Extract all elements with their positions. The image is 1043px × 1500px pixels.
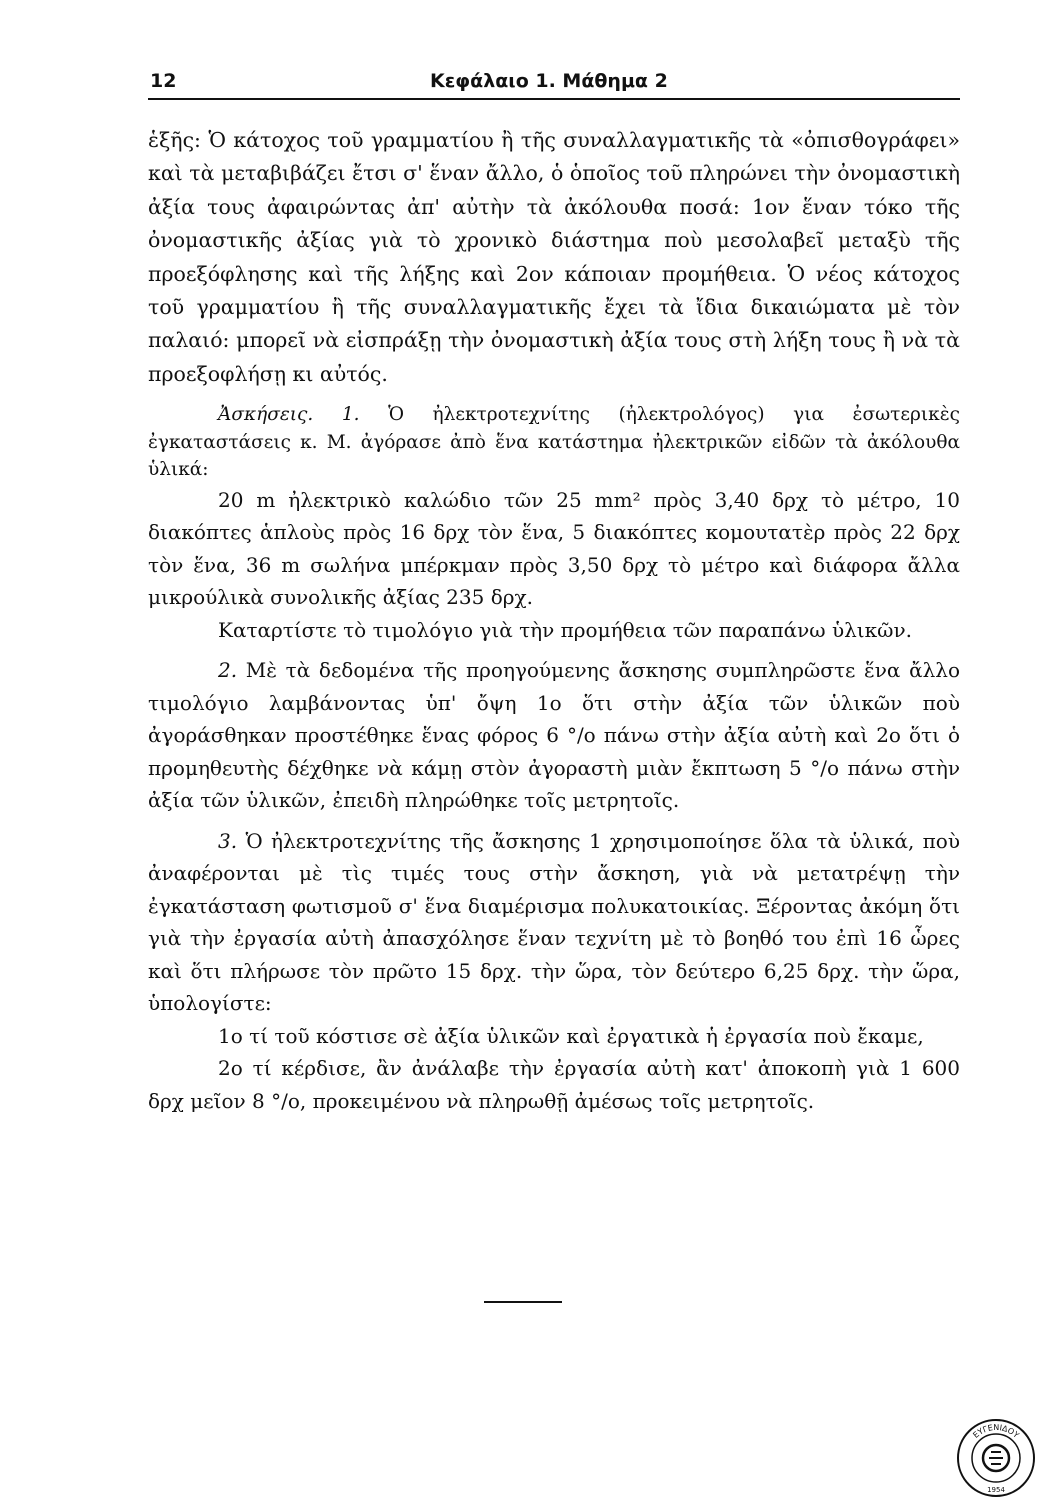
exercise-3-number: 3. [218, 828, 238, 853]
exercise-1-task: Καταρτίστε τὸ τιμολόγιο γιὰ τὴν προμήθεια τῶν παραπάνω ὑλικῶν. [218, 617, 912, 642]
exercise-3-question-1: 1ο τί τοῦ κόστισε σὲ ἀξία ὑλικῶν καὶ ἐργατικὰ ἡ ἐργασία ποὺ ἔκαμε, [218, 1023, 924, 1048]
exercise-1-intro-text: Ὁ ἠλεκτροτεχνίτης (ἠλεκτρολόγος) για ἐσωτερικὲς ἐγκαταστάσεις κ. Μ. ἀγόρασε ἀπὸ ἕνα κατάστημα ἠλεκτρικῶν εἰδῶν τὰ ἀκόλουθα ὑλικά: [148, 404, 960, 481]
exercise-3 [148, 825, 960, 1020]
exercise-2-number: 2. [218, 658, 238, 683]
exercise-1-items: 20 m ἠλεκτρικὸ καλώδιο τῶν 25 mm² πρὸς 3,40 δρχ τὸ μέτρο, 10 διακόπτες ἁπλοὺς πρὸς 16 δρχ τὸν ἕνα, 5 διακόπτες κομουτατὲρ πρὸς 22 δρχ τὸν ἕνα, 36 m σωλήνα μπέρκμαν πρὸς 3,50 δρχ τὸ μέτρο καὶ διάφορα ἄλλα μικρούλικὰ συνολικῆς ἀξίας 235 δρχ. [148, 487, 960, 610]
exercise-1-number: 1. [341, 404, 360, 426]
exercise-2 [148, 654, 960, 817]
page-header [148, 64, 960, 100]
end-rule [484, 1301, 562, 1303]
svg-text:ΕΥΓΕΝΙΔΟΥ [971, 1423, 1020, 1440]
page-body [148, 124, 960, 1117]
exercise-3-text: Ὁ ἠλεκτροτεχνίτης τῆς ἄσκησης 1 χρησιμοποίησε ὅλα τὰ ὑλικά, ποὺ ἀναφέρονται μὲ τὶς τιμές τους στὴν ἄσκηση, γιὰ νὰ μετατρέψῃ τὴν ἐγκατάσταση φωτισμοῦ σ' ἕνα διαμέρισμα πολυκατοικίας. Ξέροντας ἀκόμη ὅτι γιὰ τὴν ἐργασία αὐτὴ ἀπασχόλησε ἕναν τεχνίτη μὲ τὸ βοηθό του ἐπὶ 16 ὧρες καὶ ὅτι πλήρωσε τὸν πρῶτο 15 δρχ. τὴν ὥρα, τὸν δεύτερο 6,25 δρχ. τὴν ὥρα, ὑπολογίστε: [148, 828, 961, 1016]
seal-text: ΕΥΓΕΝΙΔΟΥ [971, 1422, 1021, 1440]
foundation-seal-icon [956, 1418, 1036, 1498]
chapter-title: Κεφάλαιο 1. Μάθημα 2 [430, 70, 668, 92]
exercise-2-text: Μὲ τὰ δεδομένα τῆς προηγούμενης ἄσκησης συμπληρῶστε ἕνα ἄλλο τιμολόγιο λαμβάνοντας ὑπ' ὄψη 1ο ὅτι στὴν ἀξία τῶν ὑλικῶν ποὺ ἀγοράσθηκαν προστέθηκε ἕνας φόρος 6 °/ο πάνω στὴν ἀξία αὐτὴ καὶ 2ο ὅτι ὁ προμηθευτὴς δέχθηκε νὰ κάμῃ στὸν ἀγοραστὴ μιὰν ἔκπτωση 5 °/ο πάνω στὴν ἀξία τῶν ὑλικῶν, ἐπειδὴ πληρώθηκε τοῖς μετρητοῖς. [148, 658, 961, 813]
exercise-1-intro [148, 401, 960, 484]
exercises-heading: Ἀσκήσεις. [218, 404, 314, 426]
page-number: 12 [150, 70, 177, 92]
intro-paragraph: ἑξῆς: Ὁ κάτοχος τοῦ γραμματίου ἢ τῆς συναλλαγματικῆς τὰ «ὀπισθογράφει» καὶ τὰ μεταβιβάζει ἔτσι σ' ἕναν ἄλλο, ὁ ὁποῖος τοῦ πληρώνει τὴν ὀνομαστικὴ ἀξία τους ἀφαιρώντας ἀπ' αὐτὴν τὰ ἀκόλουθα ποσά: 1ον ἕναν τόκο τῆς ὀνομαστικῆς ἀξίας γιὰ τὸ χρονικὸ διάστημα ποὺ μεσολαβεῖ μεταξὺ τῆς προεξόφλησης καὶ τῆς λήξης καὶ 2ον κάποιαν προμήθεια. Ὁ νέος κάτοχος τοῦ γραμματίου ἢ τῆς συναλλαγματικῆς ἔχει τὰ ἴδια δικαιώματα μὲ τὸν παλαιό: μπορεῖ νὰ εἰσπράξῃ τὴν ὀνομαστικὴ ἀξία τους στὴ λήξη τους ἢ νὰ τὰ προεξοφλήσῃ κι αὐτός. [148, 128, 960, 386]
seal-year: 1954 [987, 1486, 1005, 1494]
exercise-3-question-2: 2ο τί κέρδισε, ἂν ἀνάλαβε τὴν ἐργασία αὐτὴ κατ' ἀποκοπὴ γιὰ 1 600 δρχ μεῖον 8 °/ο, προκειμένου νὰ πληρωθῇ ἀμέσως τοῖς μετρητοῖς. [148, 1056, 960, 1113]
